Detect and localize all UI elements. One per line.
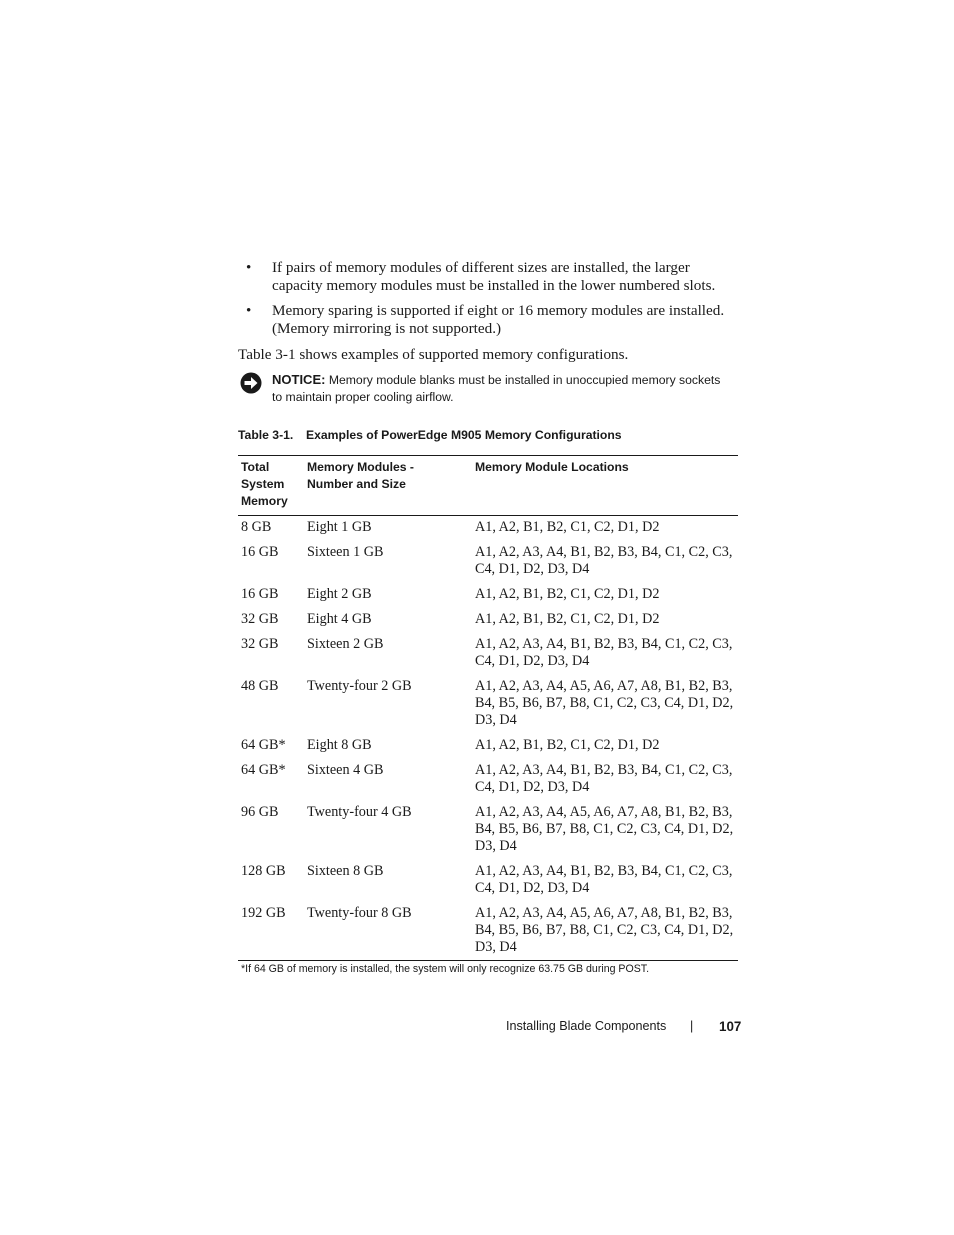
- bullet-item: [238, 302, 738, 338]
- location-line: A1, A2, A3, A4, B1, B2, B3, B4, C1, C2, C3,: [475, 636, 733, 652]
- cell-total-memory: 32 GB: [241, 636, 279, 652]
- cell-modules: Twenty-four 2 GB: [307, 678, 412, 694]
- header-line: System: [241, 477, 285, 491]
- cell-modules: Twenty-four 8 GB: [307, 905, 412, 921]
- cell-locations: [472, 516, 738, 541]
- location-line: C4, D1, D2, D3, D4: [475, 880, 590, 896]
- cell-locations: [472, 632, 738, 674]
- table-row: [238, 582, 738, 607]
- cell-modules: Eight 1 GB: [307, 519, 372, 535]
- cell-locations: [472, 901, 738, 961]
- location-line: A1, A2, B1, B2, C1, C2, D1, D2: [475, 586, 660, 602]
- table-row: [238, 674, 738, 733]
- location-line: B4, B5, B6, B7, B8, C1, C2, C3, C4, D1, D2,: [475, 695, 734, 711]
- cell-total-memory: 16 GB: [241, 586, 279, 602]
- cell-modules: Eight 4 GB: [307, 611, 372, 627]
- header-line: Memory: [241, 494, 288, 508]
- cell-locations: [472, 733, 738, 758]
- header-locations: [472, 456, 738, 516]
- notice-text: Memory module blanks must be installed in unoccupied memory sockets: [328, 373, 721, 387]
- cell-locations: [472, 674, 738, 733]
- bullet-text: Memory sparing is supported if eight or 16 memory modules are installed.: [272, 302, 725, 319]
- cell-modules: Eight 8 GB: [307, 737, 372, 753]
- cell-total-memory: 96 GB: [241, 804, 279, 820]
- footer-separator: |: [690, 1019, 694, 1033]
- table-caption: [238, 428, 622, 442]
- table-row: [238, 758, 738, 800]
- bullet-item: [238, 259, 738, 295]
- location-line: B4, B5, B6, B7, B8, C1, C2, C3, C4, D1, D2,: [475, 922, 734, 938]
- cell-total-memory: 32 GB: [241, 611, 279, 627]
- location-line: A1, A2, B1, B2, C1, C2, D1, D2: [475, 737, 660, 753]
- cell-locations: [472, 859, 738, 901]
- notice-arrow-icon: [240, 372, 262, 394]
- cell-total-memory: 8 GB: [241, 519, 272, 535]
- table-body: [238, 516, 738, 961]
- location-line: A1, A2, A3, A4, A5, A6, A7, A8, B1, B2, B3,: [475, 804, 733, 820]
- location-line: A1, A2, A3, A4, A5, A6, A7, A8, B1, B2, B3,: [475, 905, 733, 921]
- location-line: C4, D1, D2, D3, D4: [475, 653, 590, 669]
- location-line: B4, B5, B6, B7, B8, C1, C2, C3, C4, D1, D2,: [475, 821, 734, 837]
- table-header-row: [238, 456, 738, 516]
- bullet-list: [238, 259, 738, 345]
- cell-modules: Eight 2 GB: [307, 586, 372, 602]
- bullet-text: capacity memory modules must be installed in the lower numbered slots.: [272, 277, 716, 294]
- header-line: Memory Modules -: [307, 460, 414, 474]
- footer-section-title: Installing Blade Components: [506, 1019, 667, 1033]
- cell-modules: Sixteen 2 GB: [307, 636, 384, 652]
- header-line: Memory Module Locations: [475, 460, 629, 474]
- cell-locations: [472, 582, 738, 607]
- table-row: [238, 800, 738, 859]
- table-caption-number: Table 3-1.: [238, 428, 294, 442]
- cell-modules: Twenty-four 4 GB: [307, 804, 412, 820]
- location-line: A1, A2, A3, A4, B1, B2, B3, B4, C1, C2, C3,: [475, 544, 733, 560]
- cell-total-memory: 48 GB: [241, 678, 279, 694]
- cell-modules: Sixteen 8 GB: [307, 863, 384, 879]
- cell-locations: [472, 607, 738, 632]
- location-line: A1, A2, A3, A4, A5, A6, A7, A8, B1, B2, B3,: [475, 678, 733, 694]
- header-modules: [304, 456, 472, 516]
- table-row: [238, 540, 738, 582]
- location-line: A1, A2, A3, A4, B1, B2, B3, B4, C1, C2, C3,: [475, 863, 733, 879]
- cell-modules: Sixteen 1 GB: [307, 544, 384, 560]
- notice-text: to maintain proper cooling airflow.: [272, 390, 454, 404]
- table-row: [238, 516, 738, 541]
- header-line: Number and Size: [307, 477, 406, 491]
- location-line: C4, D1, D2, D3, D4: [475, 561, 590, 577]
- cell-total-memory: 64 GB*: [241, 737, 286, 753]
- table-row: [238, 632, 738, 674]
- location-line: D3, D4: [475, 712, 517, 728]
- location-line: A1, A2, A3, A4, B1, B2, B3, B4, C1, C2, C3,: [475, 762, 733, 778]
- notice-label: NOTICE:: [272, 372, 326, 387]
- location-line: C4, D1, D2, D3, D4: [475, 779, 590, 795]
- page-number: 107: [719, 1019, 742, 1034]
- bullet-text: (Memory mirroring is not supported.): [272, 320, 502, 337]
- location-line: A1, A2, B1, B2, C1, C2, D1, D2: [475, 611, 660, 627]
- header-total-memory: [238, 456, 304, 516]
- cell-total-memory: 192 GB: [241, 905, 286, 921]
- header-line: Total: [241, 460, 270, 474]
- table-caption-title: Examples of PowerEdge M905 Memory Configurations: [306, 428, 622, 442]
- memory-config-table: [238, 455, 738, 961]
- location-line: D3, D4: [475, 939, 517, 955]
- notice-block: [238, 371, 743, 406]
- cell-total-memory: 128 GB: [241, 863, 286, 879]
- table-row: [238, 607, 738, 632]
- bullet-glyph: •: [246, 259, 252, 276]
- cell-total-memory: 64 GB*: [241, 762, 286, 778]
- bullet-text: If pairs of memory modules of different sizes are installed, the larger: [272, 259, 690, 276]
- location-line: A1, A2, B1, B2, C1, C2, D1, D2: [475, 519, 660, 535]
- cell-modules: Sixteen 4 GB: [307, 762, 384, 778]
- cell-locations: [472, 758, 738, 800]
- cell-locations: [472, 800, 738, 859]
- intro-paragraph: Table 3-1 shows examples of supported memory configurations.: [238, 346, 629, 363]
- table-row: [238, 859, 738, 901]
- table-footnote: *If 64 GB of memory is installed, the system will only recognize 63.75 GB during POST.: [241, 963, 650, 975]
- cell-locations: [472, 540, 738, 582]
- table-row: [238, 901, 738, 961]
- table-row: [238, 733, 738, 758]
- cell-total-memory: 16 GB: [241, 544, 279, 560]
- location-line: D3, D4: [475, 838, 517, 854]
- bullet-glyph: •: [246, 302, 252, 319]
